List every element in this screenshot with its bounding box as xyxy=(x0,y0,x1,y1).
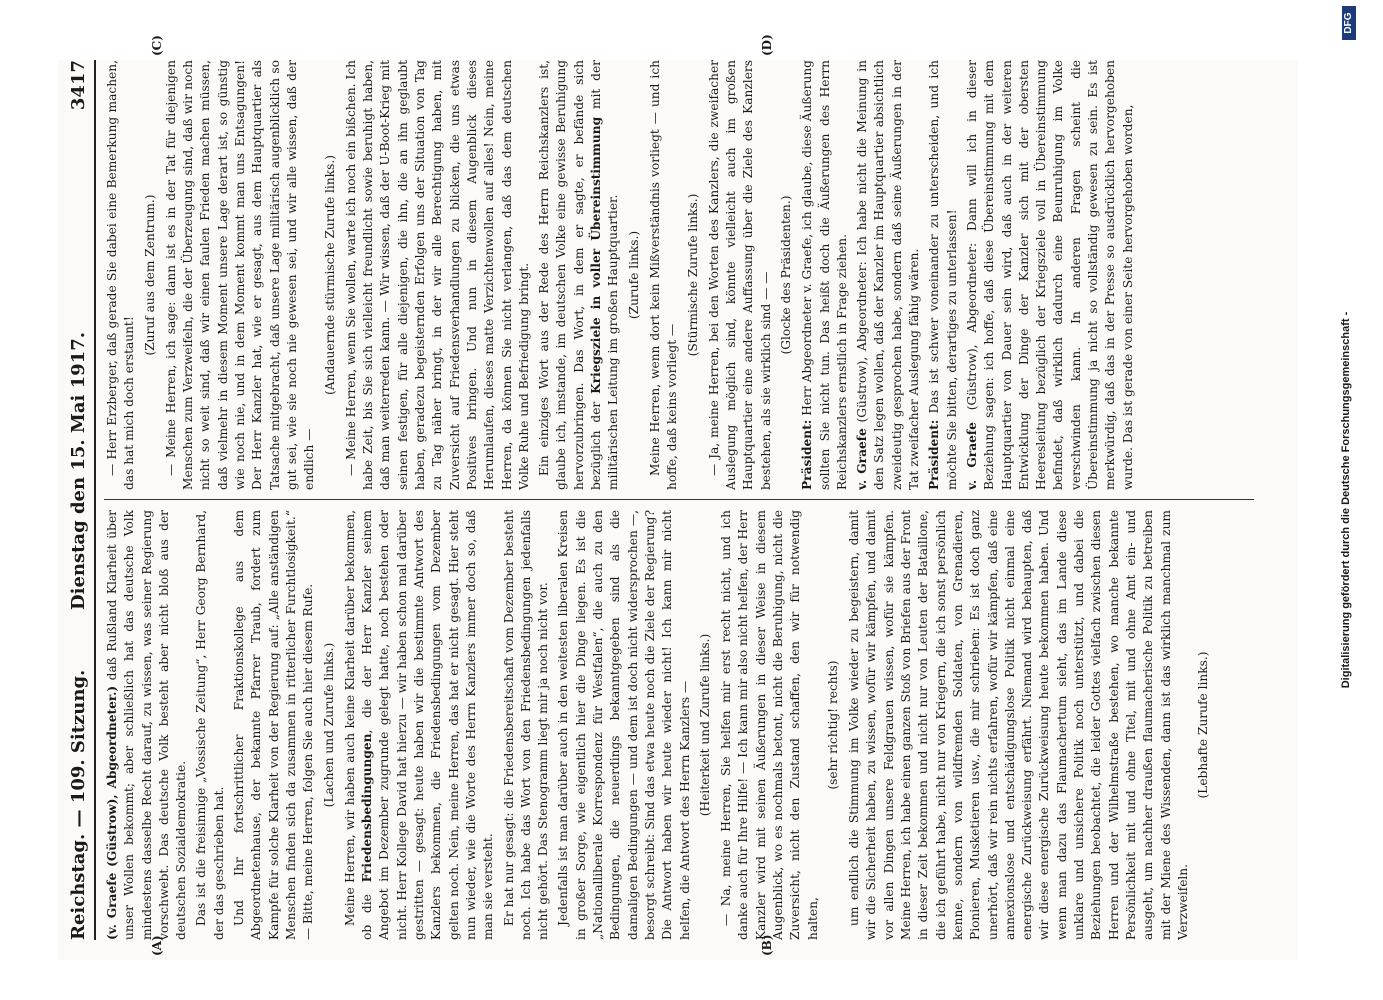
paragraph-text: Und Ihr fortschrittlicher Fraktionskollege aus dem Abgeordnetenhause, der bekannte Pfarrer Traub, fordert zum Kampfe für solche Klarheit von der Regierung auf: „Alle anständigen Menschen finden sich da zusammen in ritterlicher Furchtlosigkeit.“ — Bitte, meine Herren, folgen Sie auch hier diesem Rufe. xyxy=(232,510,316,940)
column-divider xyxy=(104,499,1254,500)
paragraph-text: mit der militärischen Leitung im großen Hauptquartier. xyxy=(589,60,621,490)
paragraph xyxy=(647,60,682,490)
paragraph-text: um endlich die Stimmung im Volke wieder zu begeistern, damit wir die Sicherheit haben, zu wissen, wofür wir kämpfen, und damit vor allen Dingen unsere Feldgrauen wissen, wofür sie kämpfen. Meine Herren, ich habe einen ganzen Stoß von Briefen aus der Front in dieser Zeit bekommen und nicht nur von Leuten der Bataillone, die ich geführt habe, nicht nur von Kriegern, die ich sonst persönlich kenne, sondern von wildfremden Soldaten, von Grenadieren, Pionieren, Musketieren usw., die mir schrieben: Es ist doch ganz unerhört, daß wir rein nichts erfahren, wofür wir kämpfen, daß eine annexionslose und entschädigungslose Politik nicht einmal eine energische Zurückweisung erfährt. Niemand wird behaupten, daß wir diese energische Zurückweisung heute bekommen haben. Und wenn man dazu das Flaumachertum sieht, das im Lande diese unklare und unsichere Politik noch unterstützt, und dabei die Beziehungen beobachtet, die leider Gottes vielfach zwischen diesen Herren und der Wilhelmstraße bestehen, wo manche bekannte Persönlichkeit mit und ohne Titel, mit und ohne Amt ein- und ausgeht, um nachher draußen flaumacherische Politik zu betreiben mit der Miene des Wissenden, dann ist das wirklich manchmal zum Verzweifeln. xyxy=(847,510,1190,940)
paragraph xyxy=(555,510,693,940)
paragraph xyxy=(536,60,622,490)
paragraph-text: Meine Herren, wenn dort kein Mißverständnis vorliegt — und ich hoffe, daß keins vorliegt — xyxy=(647,60,680,490)
speaker-name: v. Graefe xyxy=(964,422,979,490)
paragraph-text: (Güstrow), Abgeordneter: Ich habe nicht die Meinung in den Satz legen wollen, daß der Kanzler im Hauptquartier absichtlich zweideutig gesprochen habe, sondern daß seine Äußerungen in der Tat zweifacher Auslegung fähig wären. xyxy=(855,60,922,490)
paragraph xyxy=(231,510,317,940)
paragraph-text: (Güstrow), Abgeordneter: Dann will ich in dieser Beziehung sagen: ich hoffe, daß diese Übereinstimmung mit dem Hauptquartier von Dauer sein wird, daß auch in der weiteren Entwicklung der Dinge der Kanzler sich mit der obersten Heeresleitung bezüglich der Kriegsziele voll in Übereinstimmung befindet, daß wirklich dadurch eine Beunruhigung im Volke verschwinden kann. In anderen Fragen scheint die Übereinstimmung ja nicht so vollständig gewesen zu sein. Es ist merkwürdig, daß das in der Presse so ausdrücklich hervorgehoben wurde. Das ist gerade von einer Seite hervorgehoben worden, xyxy=(964,60,1135,490)
stage-direction: (Andauernde stürmische Zurufe links.) xyxy=(322,155,337,395)
paragraph xyxy=(343,60,533,490)
paragraph xyxy=(104,60,139,490)
stage-direction: (Zuruf aus dem Zentrum.) xyxy=(142,194,157,356)
margin-marker-c: (C) xyxy=(150,35,164,56)
paragraph-text: Jedenfalls ist man darüber auch in den weitesten liberalen Kreisen in großer Sorge, wie eigentlich hier die Dinge liegen. Es ist die „Nationalliberale Korrespondenz für Westfalen“, die auch zu den Bedingungen, die neuerdings bekanntgegeben sind als die damaligen Bedingungen — und dem ist doch nicht widersprochen —, besorgt schreibt: Sind das etwa heute noch die Ziele der Regierung? Die Antwort haben wir heute wieder nicht! Ich kann mir nicht helfen, die Antwort des Herrn Kanzlers — xyxy=(556,510,692,940)
paragraph-text: — Na, meine Herren, Sie helfen mir erst recht nicht, und ich danke auch für Ihre Hilfe! — Ich kann mir also nicht helfen, der Herr Kanzler wird mit seinen Äußerungen in dieser Weise in diesem Augenblick, wo es nochmals betont, nicht die Beruhigung, nicht die Zuversicht, nicht den Zustand schaffen, den wir für notwendig halten, xyxy=(719,510,820,940)
paragraph xyxy=(926,60,961,490)
paragraph-text: daß Rußland Klarheit über unser Wollen bekommt; aber schließlich hat das deutsche Volk mindestens dasselbe Recht darauf, zu wissen, was seiner Regierung vorschwebt. Das deutsche Volk besteht aber nicht bloß aus der deutschen Sozialdemokratie. xyxy=(105,510,189,940)
emphasized-text: Kriegsziele in voller Übereinstimmung xyxy=(589,116,604,394)
margin-marker-b: (B) xyxy=(760,934,774,956)
right-column xyxy=(104,60,1254,490)
paragraph xyxy=(104,510,190,940)
paragraph-text: — Meine Herren, wenn Sie wollen, warte ich noch ein bißchen. Ich habe Zeit, bis Sie sich vielleicht freundlicht sowie beruhigt haben, daß man weiterreden kann. — Wir wissen, daß der U-Boot-Krieg mit seinen festigen, für alle diejenigen, die ihn, die an ihn geglaubt haben, geradezu begeisternden Erfolgen uns der Situation von Tag zu Tag näher bringt, in der wir alle Berechtigung haben, mit Zuversicht auf Friedensverhandlungen zu blicken, die uns etwas Positives bringen. Und nun in diesem Augenblick dieses Herumlaufen, dieses matte Verzichtenwollen auf alles! Nein, meine Herren, da können Sie nicht verlangen, daß das dem deutschen Volke Ruhe und Befriedigung bringt. xyxy=(343,60,531,490)
paragraph xyxy=(501,510,553,940)
paragraph xyxy=(964,60,1137,490)
paragraph-text: — Herr Erzberger, daß gerade Sie dabei eine Bemerkung machen, das hat mich doch erstaunt! xyxy=(105,60,137,490)
paragraph xyxy=(706,60,775,490)
stage-direction: (Zurufe links.) xyxy=(626,230,641,320)
header-session: Reichstag. — 109. Sitzung. xyxy=(68,669,89,940)
stage-direction: (Lebhafte Zurufe links.) xyxy=(1196,651,1211,799)
emphasized-text: Friedensbedingungen xyxy=(360,733,375,883)
speaker-name: (v. Graefe (Güstrow), Abgeordneter.) xyxy=(105,685,119,940)
paragraph xyxy=(718,510,822,940)
digitization-credit: Digitalisierung gefördert durch die Deutsche Forschungsgemeinschaft - xyxy=(1340,311,1352,689)
paragraph xyxy=(846,510,1192,940)
paragraph-text: — Ja, meine Herren, bei den Worten des Kanzlers, die zweifacher Auslegung möglich sind, könnte vielleicht auch im großen Hauptquartier eine andere Auffassung über die Ziele des Kanzlers bestehen, als sie wirklich sind — — xyxy=(706,60,773,490)
paragraph xyxy=(193,510,228,940)
stage-direction: (Heiterkeit und Zurufe links.) xyxy=(697,633,712,817)
paragraph xyxy=(854,60,923,490)
paragraph-text: Herr Abgeordneter v. Graefe, ich glaube, diese Äußerung sollten Sie nicht tun. Das heißt doch die Äußerungen des Herrn Reichskanzlers ernstlich in Frage ziehen. xyxy=(800,60,849,490)
paragraph-text: Er hat nur gesagt: die Friedensbereitschaft vom Dezember besteht noch. Ich habe das Wort von den Friedensbedingungen jedenfalls nicht gehört. Das Stenogramm liegt mir ja noch nicht vor. xyxy=(501,510,551,940)
paragraph xyxy=(799,60,851,490)
paragraph-text: Ein einziges Wort aus der Rede des Herrn Reichskanzlers ist, glaube ich, imstande, im deutschen Volke eine gewisse Beruhigung hervorzubringen. Das Wort, in dem er sagte, er befände sich bezüglich der xyxy=(537,60,604,490)
paragraph-text: , die der Herr Kanzler seinem Angebot im Dezember zugrunde gelegt hatte, noch bestehen oder nicht. Herr Kollege David hat hierzu — wir haben schon mal darüber gestritten — gesagt: heute haben wir die bestimmte Antwort des Kanzlers bekommen, die Friedensbedingungen vom Dezember gelten noch. Nein, meine Herren, das hat er nicht gesagt. Hier steht nun wieder, wie die Worte des Herrn Kanzlers immer doch so, daß man sie versteht. xyxy=(360,510,496,940)
paragraph-text: Meine Herren, wir haben auch keine Klarheit darüber bekommen, ob die xyxy=(342,510,375,940)
speaker-name: Präsident: xyxy=(927,419,942,490)
margin-marker-d: (D) xyxy=(760,34,774,56)
stage-direction: (Glocke des Präsidenten.) xyxy=(778,195,793,355)
dfg-logo: DFG xyxy=(1342,6,1356,40)
stage-direction: (sehr richtig! rechts) xyxy=(825,660,840,790)
speaker-name: Präsident: xyxy=(800,419,815,490)
left-column xyxy=(104,510,1254,940)
margin-marker-a: (A) xyxy=(150,935,164,956)
page-header xyxy=(66,60,96,940)
paragraph-text: — Meine Herren, ich sage: dann ist es in der Tat für diejenigen Menschen zum Verzweifeln, die der Überzeugung sind, daß wir noch nicht so weit sind, daß wir einen faulen Frieden machen müssen, daß vielmehr in diesem Moment unsere Lage derart ist, so günstig wie noch nie, und in dem Moment kommt man uns Entsagungen! Der Herr Kanzler hat, wie er gesagt, aus dem Hauptquartier als Tatsache mitgebracht, daß unsere Lage militärisch augenblicklich so gut sei, wie sie noch nie gewesen sei, und wir alle wissen, daß der endlich — xyxy=(163,60,317,490)
paragraph xyxy=(342,510,498,940)
stage-direction: (Stürmische Zurufe links.) xyxy=(685,193,700,357)
paragraph xyxy=(163,60,319,490)
paragraph-text: Das ist die freisinnige „Vossische Zeitung“, Herr Georg Bernhard, der das geschrieben hat. xyxy=(194,510,226,940)
paragraph-text: Das ist schwer voneinander zu unterscheiden, und ich möchte Sie bitten, derartiges zu unterlassen! xyxy=(927,60,959,490)
speaker-name: v. Graefe xyxy=(855,428,870,490)
stage-direction: (Lachen und Zurufe links.) xyxy=(321,642,336,808)
header-page-number: 3417 xyxy=(68,60,89,111)
header-date: Dienstag den 15. Mai 1917. xyxy=(68,332,89,610)
